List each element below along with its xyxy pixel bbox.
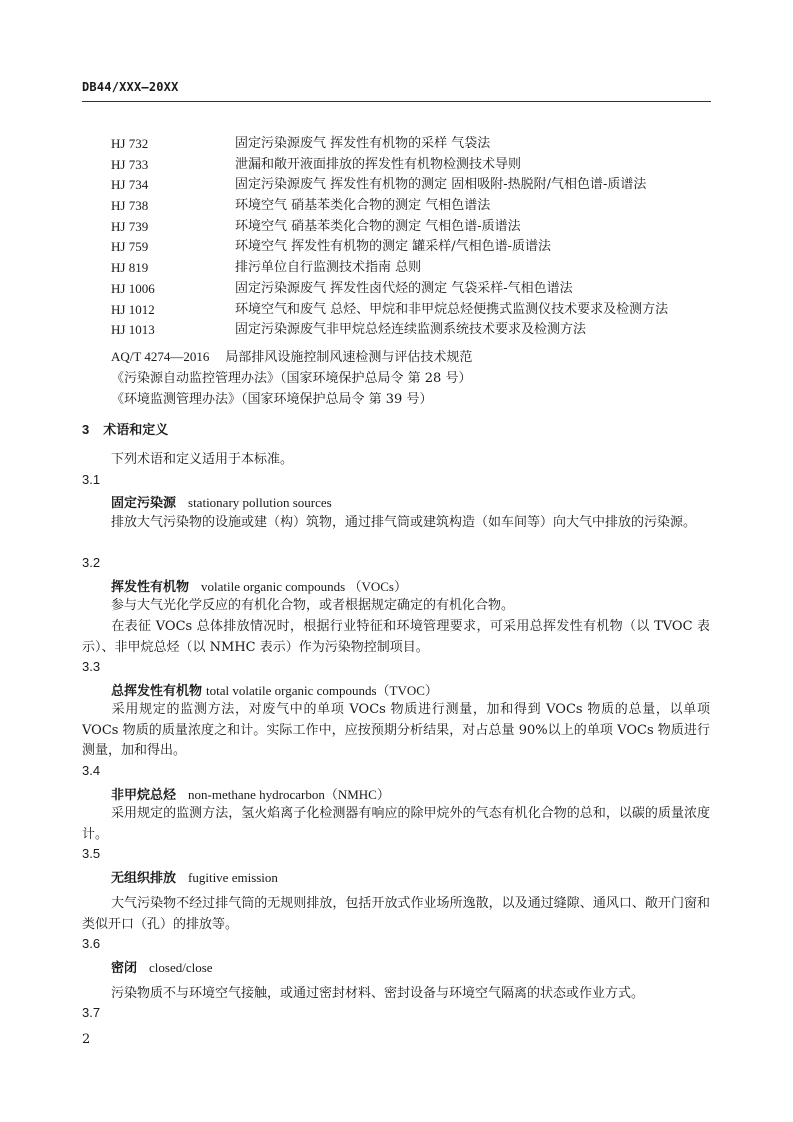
term-definition (82, 894, 710, 935)
term-heading (111, 576, 407, 595)
reference-title: 泄漏和敞开液面排放的挥发性有机物检测技术导则 (235, 156, 522, 172)
term-heading (111, 867, 278, 886)
reference-title: 固定污染源废气非甲烷总烃连续监测系统技术要求及检测方法 (235, 322, 587, 338)
law-reference-1: 《污染源自动监控管理办法》（国家环境保护总局令 第 28 号） (111, 371, 472, 386)
term-number: 3.6 (82, 936, 101, 951)
term-chinese: 非甲烷总烃 (111, 788, 177, 803)
term-english: stationary pollution sources (188, 495, 332, 510)
term-english: volatile organic compounds （VOCs） (201, 579, 407, 594)
term-number: 3.1 (82, 472, 101, 487)
term-chinese: 无组织排放 (111, 871, 177, 886)
term-number: 3.2 (82, 555, 101, 570)
reference-row (111, 196, 721, 217)
aq-reference-title: 局部排风设施控制风速检测与评估技术规范 (225, 350, 473, 365)
reference-title: 固定污染源废气 挥发性有机物的测定 固相吸附-热脱附/气相色谱-质谱法 (235, 177, 647, 193)
reference-title: 固定污染源废气 挥发性卤代烃的测定 气袋采样-气相色谱法 (235, 280, 573, 296)
reference-row (111, 134, 721, 155)
term-english: non-methane hydrocarbon（NMHC） (188, 787, 390, 802)
term-heading (111, 492, 332, 511)
reference-row (111, 258, 721, 279)
term-number: 3.5 (82, 846, 101, 861)
reference-title: 排污单位自行监测技术指南 总则 (235, 260, 422, 276)
section-number: 3 (82, 422, 90, 437)
term-chinese: 挥发性有机物 (111, 580, 190, 595)
term-heading (111, 957, 213, 976)
reference-code: HJ 1013 (111, 322, 155, 338)
aq-reference-row (111, 346, 472, 365)
term-note (82, 617, 710, 658)
term-definition-text: 大气污染物不经过排气筒的无规则排放，包括开放式作业场所逸散，以及通过缝隙、通风口、敞开门窗和类似开口（孔）的排放等。 (82, 896, 710, 932)
term-definition-text: 污染物质不与环境空气接触，或通过密封材料、密封设备与环境空气隔离的状态或作业方式。 (111, 986, 645, 1001)
reference-row (111, 320, 721, 341)
section-title: 术语和定义 (103, 423, 169, 438)
reference-row (111, 237, 721, 258)
term-definition-text: 参与大气光化学反应的有机化合物，或者根据规定确定的有机化合物。 (111, 598, 515, 613)
term-number: 3.4 (82, 763, 101, 778)
aq-reference-code: AQ/T 4274—2016 (111, 349, 210, 364)
term-chinese: 密闭 (111, 961, 138, 976)
term-english: total volatile organic compounds（TVOC） (206, 683, 438, 698)
reference-title: 环境空气 挥发性有机物的测定 罐采样/气相色谱-质谱法 (235, 239, 552, 255)
term-english: fugitive emission (188, 870, 278, 885)
reference-code: HJ 734 (111, 177, 149, 193)
term-definition (82, 596, 710, 617)
reference-code: HJ 732 (111, 136, 149, 151)
reference-code: HJ 1012 (111, 301, 155, 317)
reference-title: 环境空气 硝基苯类化合物的测定 气相色谱-质谱法 (235, 218, 521, 234)
reference-code: HJ 739 (111, 218, 149, 234)
section-intro-text: 下列术语和定义适用于本标准。 (111, 452, 294, 467)
term-definition (82, 700, 710, 762)
reference-code: HJ 759 (111, 239, 149, 255)
law-reference-2: 《环境监测管理办法》（国家环境保护总局令 第 39 号） (111, 392, 433, 407)
term-chinese: 总挥发性有机物 (111, 684, 203, 699)
section-intro (82, 450, 710, 471)
page-number: 2 (82, 1032, 91, 1047)
term-heading (111, 784, 390, 803)
document-id-header: DB44/XXX—20XX (82, 80, 179, 94)
reference-row (111, 279, 721, 300)
reference-row (111, 217, 721, 238)
reference-row (111, 175, 721, 196)
term-number: 3.7 (82, 1005, 101, 1020)
term-definition (82, 984, 710, 1005)
term-definition (82, 513, 710, 534)
term-note-text: 在表征 VOCs 总体排放情况时，根据行业特征和环境管理要求，可采用总挥发性有机物（以 TVOC 表示）、非甲烷总烃（以 NMHC 表示）作为污染物控制项目。 (82, 619, 710, 655)
term-number: 3.3 (82, 659, 101, 674)
reference-title: 环境空气和废气 总烃、甲烷和非甲烷总烃便携式监测仪技术要求及检测方法 (235, 301, 669, 317)
reference-title: 环境空气 硝基苯类化合物的测定 气相色谱法 (235, 198, 491, 214)
reference-row (111, 300, 721, 321)
header-rule (82, 101, 711, 102)
term-chinese: 固定污染源 (111, 496, 177, 511)
reference-code: HJ 819 (111, 260, 149, 276)
section-heading (82, 419, 168, 438)
reference-code: HJ 738 (111, 198, 149, 214)
term-definition-text: 采用规定的监测方法，对废气中的单项 VOCs 物质进行测量，加和得到 VOCs 物质的总量，以单项 VOCs 物质的质量浓度之和计。实际工作中，应按预期分析结果，对占总量 90%以上的单项 VOCs 物质进行测量，加和得出。 (82, 702, 710, 759)
reference-code: HJ 1006 (111, 280, 155, 296)
reference-row (111, 155, 721, 176)
reference-code: HJ 733 (111, 156, 149, 172)
term-definition-text: 排放大气污染物的设施或建（构）筑物，通过排气筒或建筑构造（如车间等）向大气中排放的污染源。 (111, 515, 697, 530)
reference-title: 固定污染源废气 挥发性有机物的采样 气袋法 (235, 136, 491, 151)
term-english: closed/close (149, 960, 213, 975)
term-definition (82, 804, 710, 845)
term-definition-text: 采用规定的监测方法，氢火焰离子化检测器有响应的除甲烷外的气态有机化合物的总和，以碳的质量浓度计。 (82, 806, 710, 842)
term-heading (111, 680, 438, 699)
reference-list (111, 134, 721, 341)
